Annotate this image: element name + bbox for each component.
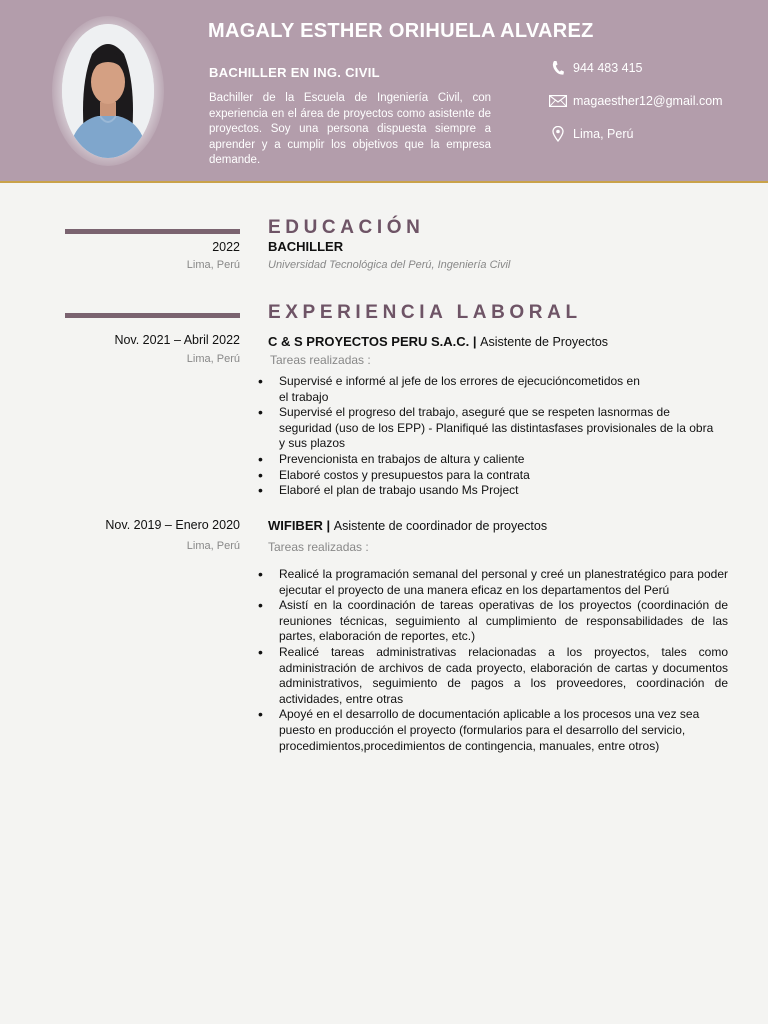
phone-icon [548,60,568,76]
task-list [258,374,718,499]
job-place: Lima, Perú [186,540,240,552]
education-heading: EDUCACIÓN [268,217,425,238]
job-place: Lima, Perú [186,353,240,365]
location-pin-icon [548,126,568,142]
profile-photo [62,24,154,158]
job-dates: Nov. 2021 – Abril 2022 [114,333,240,347]
list-item: • Realicé la programación semanal del personal y creé un planestratégico para poder ejecutar el proyecto de una manera eficaz en los departamentos del Perú [258,567,728,598]
list-item: • Supervisé e informé al jefe de los errores de ejecucióncometidos en el trabajo [258,374,718,405]
education-divider [65,229,240,234]
list-item: • Apoyé en el desarrollo de documentación aplicable a los procesos una vez sea puesto en producción el proyecto (formularios para el desarrollo del servicio, procedimientos,procedimientos de contingencia, manuales, entre otros) [258,707,728,754]
job-company: WIFIBER [268,518,323,533]
contact-location [548,126,633,142]
mail-icon [548,93,568,109]
list-item: • Elaboré el plan de trabajo usando Ms Project [258,483,718,499]
education-year: 2022 [212,240,240,254]
list-item: • Supervisé el progreso del trabajo, aseguré que se respeten lasnormas de seguridad (uso de los EPP) - Planifiqué las distintasfases provisionales de la obra y sus plazos [258,405,718,452]
task-list [258,567,728,754]
phone-number: 944 483 415 [573,61,643,75]
tasks-label: Tareas realizadas : [270,353,371,367]
job-role: Asistente de Proyectos [480,335,609,349]
list-item: • Elaboré costos y presupuestos para la contrata [258,468,718,484]
list-item: • Prevencionista en trabajos de altura y caliente [258,452,718,468]
portrait-image [62,24,154,158]
candidate-name: MAGALY ESTHER ORIHUELA ALVAREZ [208,20,594,42]
contact-email [548,93,723,109]
education-place: Lima, Perú [186,259,240,271]
candidate-title: BACHILLER EN ING. CIVIL [209,65,380,80]
job-role: Asistente de coordinador de proyectos [333,519,548,533]
tasks-label: Tareas realizadas : [268,540,369,554]
experience-heading: EXPERIENCIA LABORAL [268,302,582,323]
contact-phone [548,60,643,76]
location-text: Lima, Perú [573,127,634,141]
list-item: • Asistí en la coordinación de tareas operativas de los proyectos (coordinación de reuniones técnicas, seguimiento al cumplimiento de responsabilidades de las partes, elaboración de reportes, etc.) [258,598,728,645]
job-dates: Nov. 2019 – Enero 2020 [105,518,240,532]
email-address[interactable]: magaesther12@gmail.com [573,94,723,108]
list-item: • Realicé tareas administrativas relacionadas a los proyectos, tales como administración de archivos de cada proyecto, elaboración de cartas y documentos administrativos, seguimiento de pagos a los proveedores, coordinación de actividades, entre otras [258,645,728,707]
job-company: C & S PROYECTOS PERU S.A.C. [268,334,470,349]
profile-photo-frame [52,16,164,166]
job-header: WIFIBER | Asistente de coordinador de proyectos [268,518,548,533]
experience-divider [65,313,240,318]
profile-summary: Bachiller de la Escuela de Ingeniería Civil, con experiencia en el área de proyectos como asistente de proyectos. Soy una persona dispuesta siempre a aprender y a cumplir los objetivos que la empresa demande. [209,92,491,166]
education-degree: BACHILLER [268,239,344,254]
header-banner [0,0,768,183]
education-school: Universidad Tecnológica del Perú, Ingeniería Civil [268,259,511,271]
job-header: C & S PROYECTOS PERU S.A.C. | Asistente de Proyectos [268,334,609,349]
